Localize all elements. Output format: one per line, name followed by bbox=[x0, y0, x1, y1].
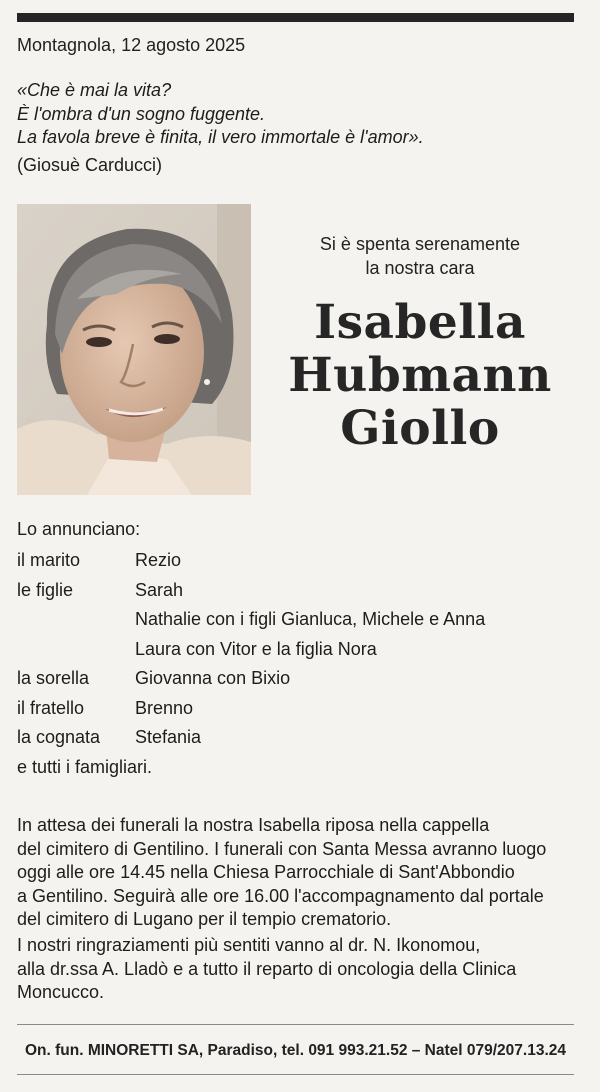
intro-line: Si è spenta serenamente bbox=[319, 234, 521, 254]
thanks-line: Moncucco. bbox=[17, 982, 105, 1002]
name-last: Giollo bbox=[340, 401, 500, 456]
family-names: Stefania bbox=[135, 727, 202, 748]
family-names: Rezio bbox=[135, 550, 182, 571]
funeral-line: del cimitero di Lugano per il tempio crematorio. bbox=[17, 909, 392, 929]
thanks-line: I nostri ringraziamenti più sentiti vanno al dr. N. Ikonomou, bbox=[17, 935, 481, 955]
family-names: Sarah bbox=[135, 579, 184, 600]
funeral-line: del cimitero di Gentilino. I funerali con Santa Messa avranno luogo bbox=[17, 838, 547, 859]
portrait-image bbox=[17, 204, 251, 495]
family-row bbox=[17, 664, 577, 694]
quote-line: È l'ombra d'un sogno fuggente. bbox=[17, 103, 266, 124]
announce-label: Lo annunciano: bbox=[17, 519, 141, 539]
family-names: Brenno bbox=[135, 697, 194, 718]
top-rule bbox=[17, 13, 574, 22]
thanks-line: alla dr.ssa A. Lladò e a tutto il reparto di oncologia della Clinica bbox=[17, 958, 517, 979]
portrait-photo bbox=[17, 204, 251, 495]
family-relation: il fratello bbox=[17, 697, 85, 718]
quote-line: «Che è mai la vita? bbox=[17, 80, 172, 100]
family-closing: e tutti i famigliari. bbox=[17, 756, 153, 777]
funeral-info bbox=[17, 814, 577, 932]
family-row bbox=[17, 694, 577, 724]
family-relation: le figlie bbox=[17, 579, 74, 600]
name-first: Isabella bbox=[314, 295, 526, 350]
family-names: Nathalie con i figli Gianluca, Michele e Anna bbox=[135, 609, 486, 630]
funeral-line: In attesa dei funerali la nostra Isabella riposa nella cappella bbox=[17, 815, 490, 835]
quote-line: La favola breve è finita, il vero immortale è l'amor». bbox=[17, 127, 424, 147]
family-row bbox=[17, 753, 577, 783]
place-date: Montagnola, 12 agosto 2025 bbox=[17, 35, 246, 55]
family-names: Giovanna con Bixio bbox=[135, 668, 291, 689]
footer-rule-bottom bbox=[17, 1074, 574, 1075]
intro-text bbox=[290, 232, 550, 280]
quote-author: (Giosuè Carducci) bbox=[17, 155, 163, 175]
funeral-line: oggi alle ore 14.45 nella Chiesa Parrocchiale di Sant'Abbondio bbox=[17, 862, 515, 882]
family-names: Laura con Vitor e la figlia Nora bbox=[135, 638, 377, 659]
family-row bbox=[17, 546, 577, 576]
funeral-line: a Gentilino. Seguirà alle ore 16.00 l'accompagnamento dal portale bbox=[17, 885, 544, 906]
deceased-name bbox=[270, 296, 570, 455]
family-row bbox=[17, 576, 577, 606]
family-row bbox=[17, 723, 577, 753]
family-relation: la cognata bbox=[17, 727, 101, 748]
family-relation: la sorella bbox=[17, 668, 90, 689]
funeral-home-footer: On. fun. MINORETTI SA, Paradiso, tel. 091 993.21.52 – Natel 079/207.13.24 bbox=[24, 1042, 567, 1059]
footer-rule-top bbox=[17, 1024, 574, 1025]
intro-line: la nostra cara bbox=[365, 258, 475, 278]
family-row bbox=[17, 635, 577, 665]
quote bbox=[17, 79, 424, 150]
family-relation: il marito bbox=[17, 550, 81, 571]
family-row bbox=[17, 605, 577, 635]
family-list bbox=[17, 546, 577, 782]
thanks-text bbox=[17, 934, 577, 1005]
name-middle: Hubmann bbox=[288, 348, 552, 403]
